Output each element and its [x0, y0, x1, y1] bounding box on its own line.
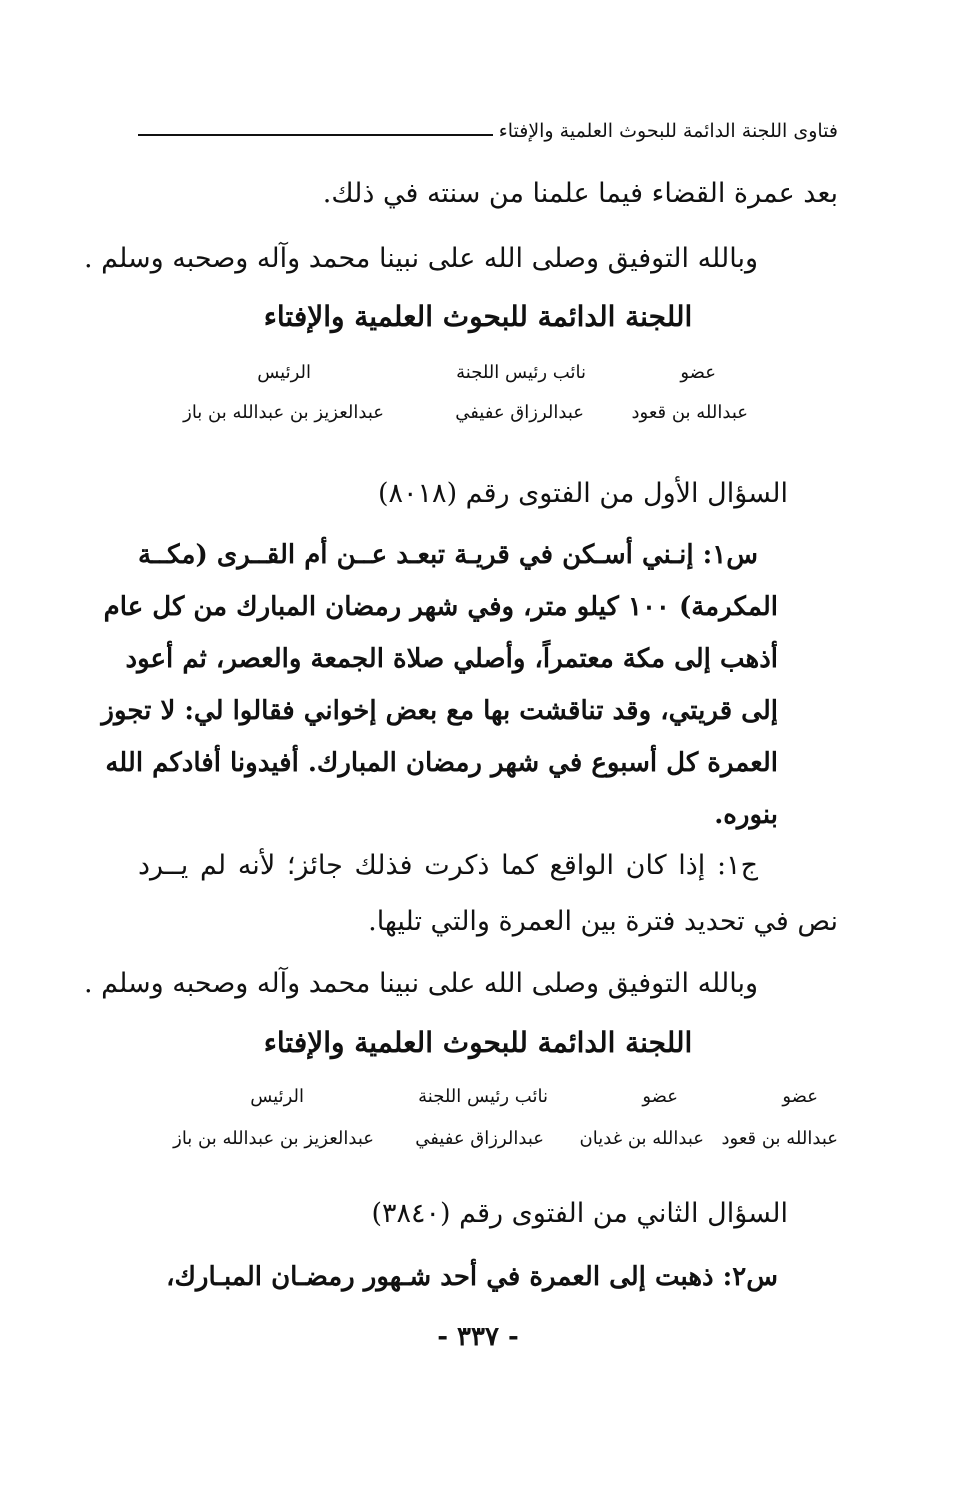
committee-title: اللجنة الدائمة للبحوث العلمية والإفتاء	[263, 1026, 693, 1059]
closing-prayer: وبالله التوفيق وصلى الله على نبينا محمد وآله وصحبه وسلم .	[83, 968, 758, 999]
fatwa-heading: السؤال الأول من الفتوى رقم (٨٠١٨)	[378, 478, 788, 509]
signatory-role: عضو	[782, 1086, 818, 1107]
running-header	[138, 108, 838, 142]
signatory-name: عبدالعزيز بن عبدالله بن باز	[173, 1128, 374, 1149]
signatory-role: عضو	[642, 1086, 678, 1107]
fatwa-heading: السؤال الثاني من الفتوى رقم (٣٨٤٠)	[371, 1198, 788, 1229]
question-line: س١: إنـني أسـكن في قريـة تبعـد عــن أم القــرى (مكــة	[138, 540, 758, 570]
header-title: فتاوى اللجنة الدائمة للبحوث العلمية والإفتاء	[498, 120, 838, 142]
signatory-role: نائب رئيس اللجنة	[456, 362, 586, 383]
question-line: أذهب إلى مكة معتمراً، وأصلي صلاة الجمعة والعصر، ثم أعود	[125, 644, 778, 674]
signatory-role: الرئيس	[257, 362, 311, 383]
question-line: المكرمة) ١٠٠ كيلو متر، وفي شهر رمضان المبارك من كل عام	[103, 592, 778, 622]
header-rule	[138, 134, 493, 136]
signatory-role: الرئيس	[250, 1086, 304, 1107]
signatory-name: عبدالله بن قعود	[631, 402, 748, 423]
page-number: - ٣٣٧ -	[437, 1322, 519, 1352]
signatory-name: عبدالله بن قعود	[721, 1128, 838, 1149]
answer-line: ج١: إذا كان الواقع كما ذكرت فذلك جائز؛ لأنه لم يــرد	[138, 850, 758, 881]
answer-line: نص في تحديد فترة بين العمرة والتي تليها.	[368, 906, 838, 937]
signatory-name: عبدالله بن غديان	[579, 1128, 704, 1149]
question-line: س٢: ذهبت إلى العمرة في أحد شـهور رمضـان المبـارك،	[166, 1262, 778, 1292]
signatory-name: عبدالرزاق عفيفي	[415, 1128, 544, 1149]
committee-title: اللجنة الدائمة للبحوث العلمية والإفتاء	[263, 300, 693, 333]
signatory-name: عبدالعزيز بن عبدالله بن باز	[183, 402, 384, 423]
question-line: العمرة كل أسبوع في شهر رمضان المبارك. أفيدونا أفادكم الله	[105, 748, 778, 778]
question-line: إلى قريتي، وقد تناقشت بها مع بعض إخواني فقالوا لي: لا تجوز	[101, 696, 778, 726]
question-line: بنوره.	[714, 800, 778, 830]
signatory-name: عبدالرزاق عفيفي	[455, 402, 584, 423]
fatwa-text-line: بعد عمرة القضاء فيما علمنا من سنته في ذلك.	[322, 178, 838, 209]
signatory-role: نائب رئيس اللجنة	[418, 1086, 548, 1107]
closing-prayer: وبالله التوفيق وصلى الله على نبينا محمد وآله وصحبه وسلم .	[83, 243, 758, 274]
signatory-role: عضو	[680, 362, 716, 383]
